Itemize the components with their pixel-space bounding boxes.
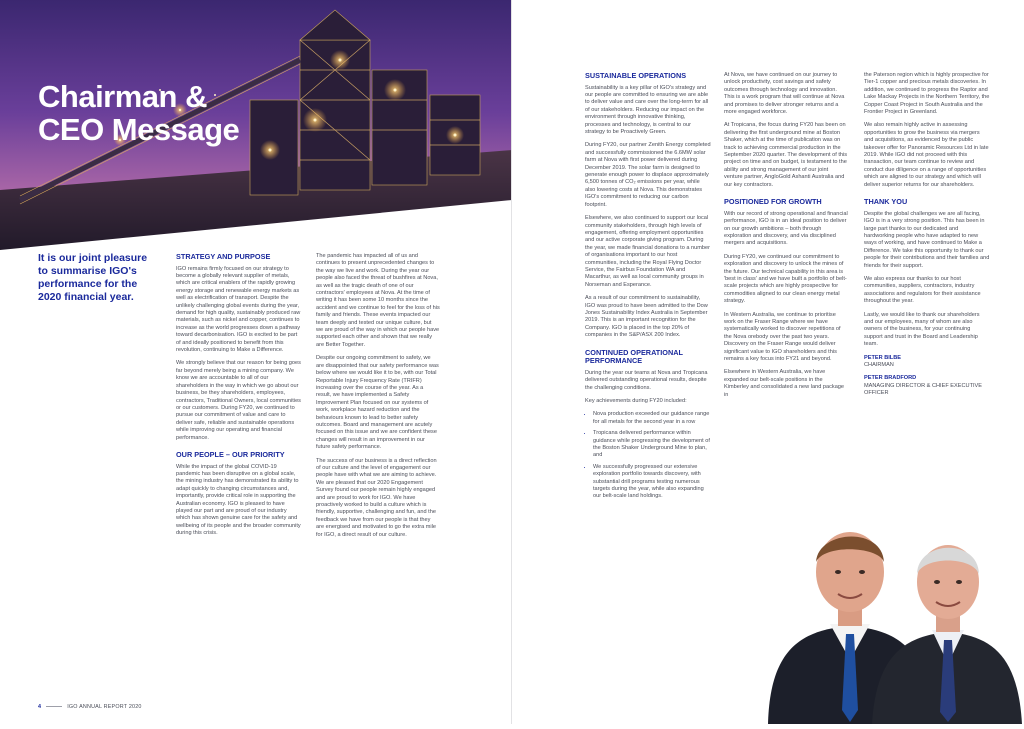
paragraph: Sustainability is a key pillar of IGO's strategy and our people are committed to ensuring we are able to deliver value and care over the long-term for all of our stakeholders. Reducing our impact on the environment through innovative thinking, processes and technology, is central to our strategy to be Proactively Green.: [585, 84, 709, 136]
signatory-chairman-title: CHAIRMAN: [864, 362, 894, 368]
paragraph: In Western Australia, we continue to prioritise work on the Fraser Range where we have systematically worked to discover repetitions of the Nova orebody over the past two years. Discovery on the Fraser Range would deliver significant value to IGO shareholders and this remains a key focus into FY21 and beyond.: [724, 311, 841, 362]
page-title: [38, 80, 239, 146]
paragraph: During FY20, our partner Zenith Energy completed and successfully commissioned the 6.6MW solar farm at Nova with first power delivered during December 2019. The solar farm is designed to generate enough power to displace approximately 6,500 tonnes of CO₂ emissions per year, while also lowering costs at Nova. This demonstrates IGO's commitment to reducing our carbon footprint.: [585, 142, 711, 208]
intro-statement: It is our joint pleasure to summarise IGO's performance for the 2020 financial year.: [38, 252, 148, 303]
title-line-1: Chairman &: [38, 79, 207, 114]
achievements-list: [585, 411, 711, 500]
paragraph: We also express our thanks to our host communities, suppliers, contractors, industry associations and regulators for their assistance throughout the year.: [864, 275, 981, 305]
paragraph: Lastly, we would like to thank our shareholders and our employees, many of whom are also owners of the business, for your continuing support and trust in the Board and Leadership team.: [864, 311, 980, 348]
ceo-figure: [872, 545, 1022, 724]
paragraph: the Paterson region which is highly prospective for Tier-1 copper and precious metals discoveries. In addition, we continued to progress the Raptor and Lake Mackay Projects in the Northern Territory, the Copper Coast Project in South Australia and the Frontier Project in Greenland.: [864, 72, 990, 116]
paragraph: Key achievements during FY20 included:: [585, 398, 687, 404]
list-item: • Tropicana delivered performance within guidance while progressing the development of the Boston Shaker Underground Mine to plan, and: [593, 430, 711, 460]
executives-portrait: [760, 500, 1024, 724]
column-5: [864, 72, 990, 404]
heading-operational-performance: CONTINUED OPERATIONAL PERFORMANCE: [585, 347, 683, 366]
title-line-2: CEO Message: [38, 112, 240, 147]
column-4: [724, 72, 848, 405]
paragraph: We strongly believe that our reason for being goes far beyond merely being a mining company. We know we are accountable to all of our shareholders in the way in which we go about our business, be they shareholders, employees, contractors, Traditional Owners, local communities or our customers. During FY20, we continued to pursue our commitment of value and care to deliver safe, reliable and sustainable operations while improving our operating and financial performance.: [176, 360, 301, 441]
heading-sustainable-operations: SUSTAINABLE OPERATIONS: [585, 71, 687, 80]
executives-portrait-image: [760, 500, 1024, 724]
heading-thank-you: THANK YOU: [864, 197, 908, 207]
paragraph: The pandemic has impacted all of us and continues to present unprecedented changes to the way we live and work. During the year our people also faced the threat of bushfires at Nova, as well as the tragic death of one of our contractors' employees at Nova. At the time of writing it has been some 10 months since the accident and we continue to feel for the loss of his family and friends. These events impacted our team deeply and tested our unique culture, but we are proud of the way in which our people have supported each other and shown that we really are Better Together.: [316, 253, 440, 348]
page-number-left: 4: [38, 704, 42, 710]
footer-left-label: IGO ANNUAL REPORT 2020: [67, 704, 142, 710]
footer-left: [38, 704, 142, 710]
paragraph: Elsewhere, we also continued to support our local community stakeholders, through high levels of engagement, offering employment opportunities and our active corporate giving program. During the year, we made financial donations to a number of organisations important to our host communities, including the Royal Flying Doctor Service, the Fairbus Foundation WA and Macarthur, as well as local community groups in Norseman and Esperance.: [585, 215, 711, 288]
paragraph: During the year our teams at Nova and Tropicana delivered outstanding operational results, despite the challenging conditions.: [585, 369, 708, 391]
left-page: [0, 0, 512, 724]
signatory-chairman-name: PETER BILBE: [864, 354, 901, 361]
column-1: [176, 253, 302, 544]
paragraph: With our record of strong operational and financial performance, IGO is in an ideal position to deliver on our growth ambitions – both through exploration and discovery, and via disciplined mergers and acquisitions.: [724, 210, 848, 247]
paragraph: Despite the global challenges we are all facing, IGO is in a very strong position. This has been in large part thanks to our dedicated and hardworking people who have adapted to new ways of working, and have continued to Make a Difference. We take this opportunity to thank our people for their contributions and their families and friends for their support.: [864, 210, 990, 269]
signatory-ceo-title: MANAGING DIRECTOR & CHIEF EXECUTIVE OFFICER: [864, 382, 983, 397]
column-2: [316, 253, 440, 545]
heading-positioned-for-growth: POSITIONED FOR GROWTH: [724, 197, 822, 207]
paragraph: Despite our ongoing commitment to safety, we are disappointed that our safety performance was below where we would like it to be, with our Total Reportable Injury Frequency Rate (TRIFR) increasing over the course of the year. As a result, we have implemented a Safety Improvement Plan focused on our systems of work, workplace hazard reduction and the behaviours known to lead to better safety outcomes. Board and management are acutely focused on this issue and we are confident these changes will result in an improvement in our future safety performance.: [316, 355, 439, 451]
list-item: • Nova production exceeded our guidance range for all metals for the second year in a row: [593, 411, 711, 426]
column-3: [585, 72, 711, 507]
heading-strategy-and-purpose: STRATEGY AND PURPOSE: [176, 252, 271, 261]
paragraph: At Nova, we have continued on our journey to unlock productivity, cost savings and safety outcomes through technology and innovation. This is a work program that will continue at Nova and promises to deliver stronger returns and a more engaged workforce.: [724, 72, 845, 116]
hero-photo: [0, 0, 512, 250]
heading-our-people: OUR PEOPLE – OUR PRIORITY: [176, 449, 285, 459]
paragraph: We also remain highly active in assessing opportunities to grow the business via mergers and acquisitions, as evidenced by the public takeover offer for Panoramic Resources Ltd in late 2019. While IGO did not proceed with this transaction, our team continue to review and conduct due diligence on a range of opportunities which are aligned to our strategy and which will deliver superior returns for our shareholders.: [864, 122, 989, 188]
paragraph: Elsewhere in Western Australia, we have expanded our belt-scale positions in the Kimberley and consolidated a new land package in: [724, 369, 845, 398]
paragraph: The success of our business is a direct reflection of our culture and the level of engagement our people have with what we are aiming to achieve. We are pleased that our 2020 Engagement Survey found our people remain highly engaged and are proud to work for IGO. We have proactively worked to build a culture which is friendly, supportive, challenging and fun, and the feedback we have from our people is that they are energised and motivated to go the extra mile for IGO, a direct result of our culture.: [316, 457, 437, 538]
paragraph: As a result of our commitment to sustainability, IGO was proud to have been admitted to the Dow Jones Sustainability Index Australia in September 2019. This is an important recognition for the Company. IGO is placed in the top 20% of companies in the S&P/ASX 200 Index.: [585, 295, 708, 339]
list-item: • We successfully progressed our extensive exploration portfolio towards discovery, with substantial drill programs testing numerous targets during the year, while also expanding our belt-scale land holdings.: [593, 464, 711, 501]
paragraph: During FY20, we continued our commitment to exploration and discovery to unlock the mines of the future. Our technical capability in this area is 'best in class' and we have built a portfolio of belt-scale projects which are highly prospective for commodities aligned to our clean energy metal strategy.: [724, 253, 847, 305]
paragraph: IGO remains firmly focused on our strategy to become a globally relevant supplier of metals, which are critical enablers of the rapidly growing energy storage and renewable energy markets as well as electrification of transport. Despite the unlikely challenging global events during the year, demand for high quality, sustainably produced raw materials, such as nickel and copper, continues to increase as the world progresses down a pathway toward decarbonisation. IGO is excited to be part of and ideally positioned to benefit from this revolution, continuing to Make a Difference.: [176, 265, 301, 354]
paragraph: While the impact of the global COVID-19 pandemic has been disruptive on a global scale, the mining industry has demonstrated its ability to adapt quickly to changing circumstances and, importantly, provide critical role in supporting the Australian economy. IGO is pleased to have played our part and are proud of our industry which has shown genuine care for the safety and wellbeing of its people and the broader community during this crisis.: [176, 463, 301, 537]
signatory-ceo-name: PETER BRADFORD: [864, 375, 917, 382]
paragraph: At Tropicana, the focus during FY20 has been on delivering the first underground mine at Boston Shaker, which at the time of publication was on track to achieving commercial production in the September 2020 quarter. The development of this project on time and on budget, is testament to the ability and strong management of our joint venture partner, AngloGold Ashanti Australia and our key contractors.: [724, 122, 848, 188]
